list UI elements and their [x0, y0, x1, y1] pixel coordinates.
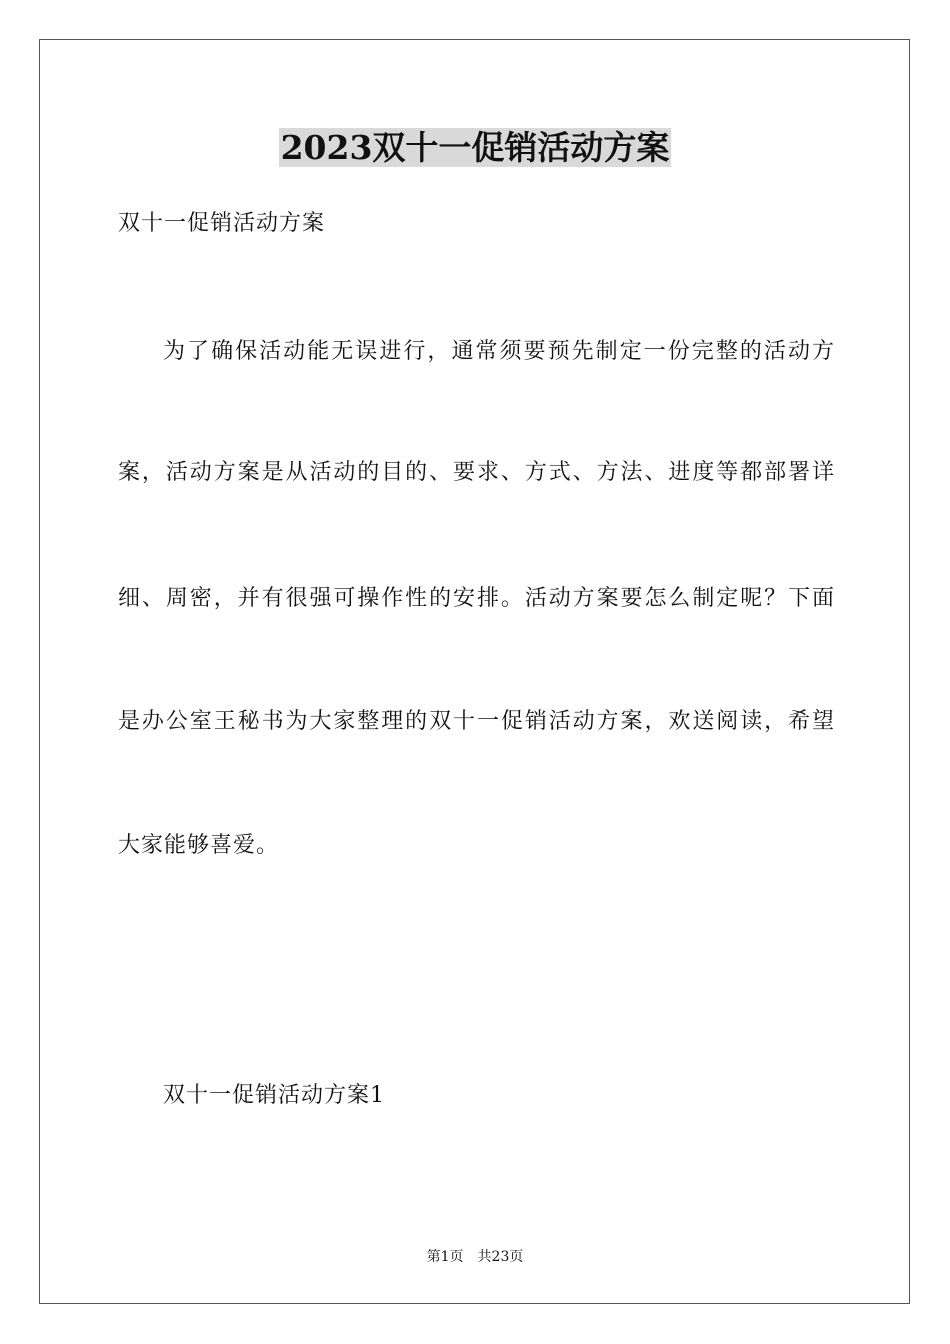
intro-line-5: 大家能够喜爱。: [118, 833, 280, 858]
intro-line-4: 是办公室王秘书为大家整理的双十一促销活动方案，欢送阅读，希望: [118, 709, 834, 734]
intro-line-2: 案，活动方案是从活动的目的、要求、方式、方法、进度等都部署详: [118, 460, 834, 485]
section-heading: 双十一促销活动方案1: [163, 1083, 385, 1108]
document-title-text: 2023双十一促销活动方案: [280, 128, 670, 167]
page-footer: 第1页 共23页: [426, 1249, 524, 1265]
document-subtitle: 双十一促销活动方案: [118, 211, 326, 236]
intro-line-1: 为了确保活动能无误进行，通常须要预先制定一份完整的活动方: [163, 339, 834, 364]
intro-line-3: 细、周密，并有很强可操作性的安排。活动方案要怎么制定呢？下面: [118, 586, 834, 611]
document-title: [0, 126, 950, 170]
